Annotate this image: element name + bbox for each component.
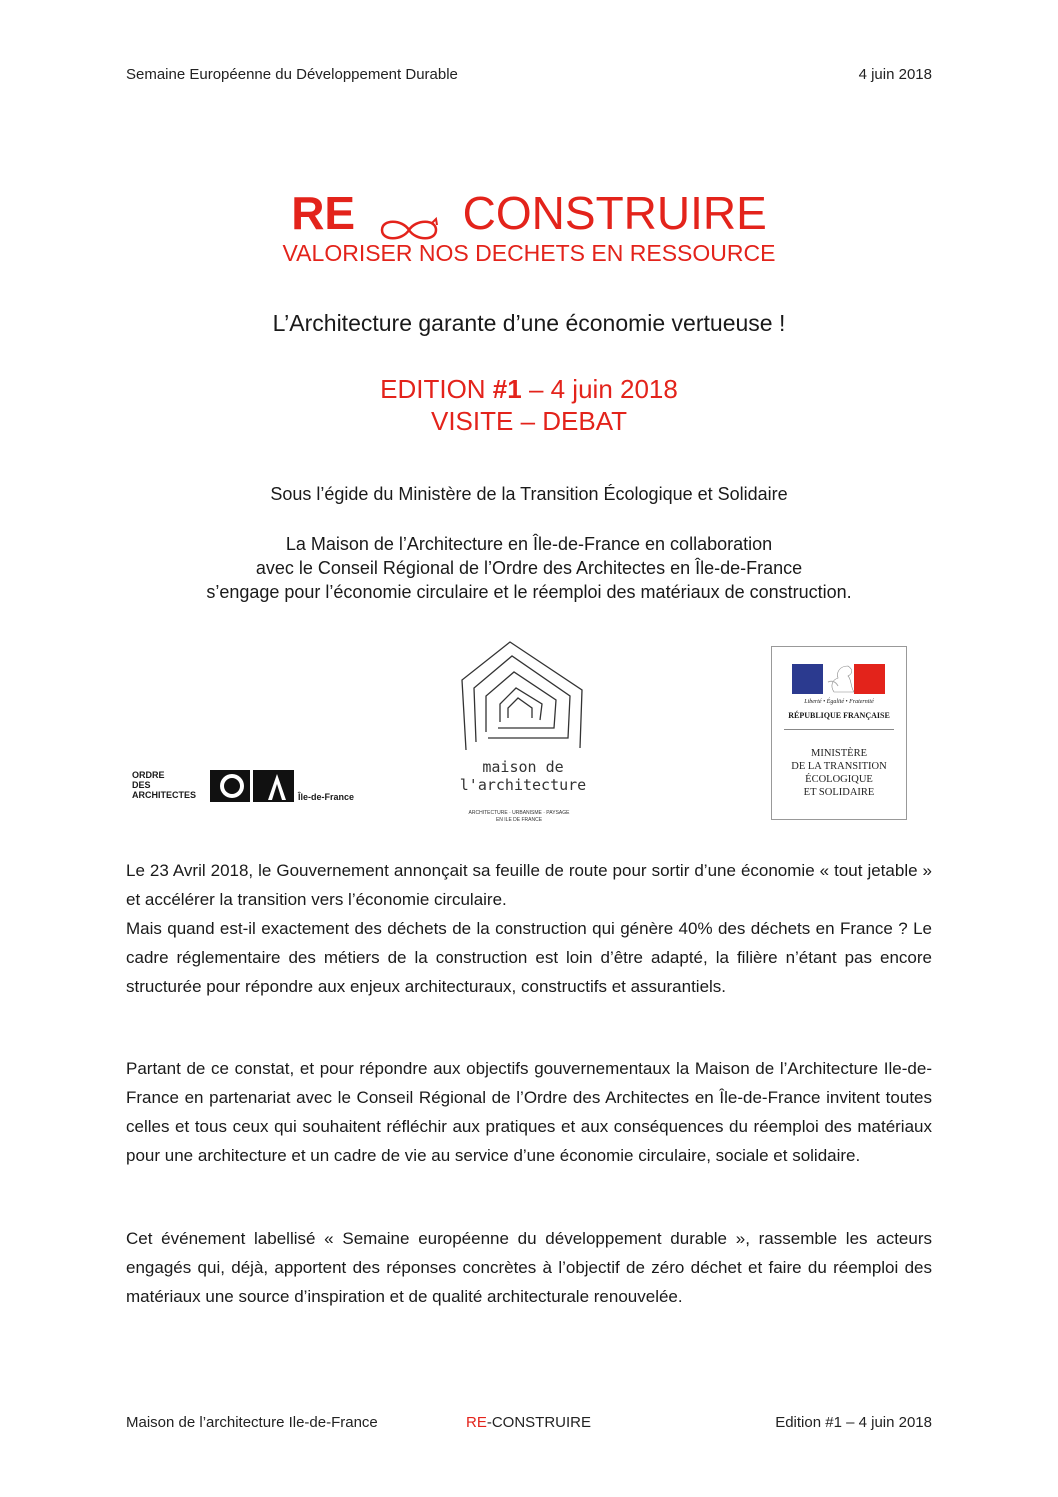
header-date: 4 juin 2018 <box>858 66 932 83</box>
house-spiral-icon <box>448 638 590 753</box>
paragraph-2: Partant de ce constat, et pour répondre aux objectifs gouvernementaux la Maison de l’Architecture Ile-de-France en partenariat avec le Conseil Régional de l’Ordre des Architectes en Île-de-France invitent toutes celles et tous ceux qui souhaitent réfléchir aux pratiques et aux conséquences du réemploi des matériaux pour une architecture et un cadre de vie au service d’une économie circulaire, sociale et solidaire. <box>126 1059 932 1165</box>
footer-middle: RE-CONSTRUIRE <box>466 1414 592 1431</box>
header-left: Semaine Européenne du Développement Durable <box>126 66 458 83</box>
oa-region: Île-de-France <box>298 792 355 802</box>
main-title <box>0 186 1058 240</box>
oa-symbol-icon <box>210 770 294 802</box>
egide-line: Sous l’égide du Ministère de la Transition Écologique et Solidaire <box>270 484 788 504</box>
paragraph-1b: Mais quand est-il exactement des déchets de la construction qui génère 40% des déchets en France ? Le cadre réglementaire des métiers de la construction est loin d’être adapté, la filière n’étant pas encore structurée pour répondre aux enjeux architecturaux, constructifs et assurantiels. <box>126 919 932 996</box>
paragraph-3: Cet événement labellisé « Semaine européenne du développement durable », rassemble les acteurs engagés qui, déjà, apportent des réponses concrètes à l’objectif de zéro déchet et faire du réemploi des matériaux une source d’inspiration et de qualité architecturale renouvelée. <box>126 1229 932 1306</box>
maison-line-1: maison de <box>482 758 564 776</box>
edition-line: EDITION #1 – 4 juin 2018 <box>380 374 678 404</box>
paragraph-1a: Le 23 Avril 2018, le Gouvernement annonçait sa feuille de route pour sortir d’une économie « tout jetable » et accélérer la transition vers l’économie circulaire. <box>126 861 932 909</box>
rf-motto: Liberté • Égalité • Fraternité <box>804 699 874 705</box>
footer-left: Maison de l’architecture Ile-de-France <box>126 1414 378 1431</box>
title-construire: CONSTRUIRE <box>462 187 767 239</box>
logo-ordre-architectes: ORDRE DES ARCHITECTES Île-de-France <box>132 770 355 802</box>
rf-republique: RÉPUBLIQUE FRANÇAISE <box>788 711 890 720</box>
visite-debat: VISITE – DEBAT <box>430 406 627 436</box>
infinity-icon <box>374 202 444 232</box>
logo-maison-architecture: maison de l'architecture ARCHITECTURE · URBANISME · PAYSAGE EN ILE DE FRANCE <box>448 638 590 828</box>
title-subtitle: VALORISER NOS DECHETS EN RESSOURCE <box>282 240 776 266</box>
title-re: RE <box>291 187 356 239</box>
intro-line-2: avec le Conseil Régional de l’Ordre des Architectes en Île-de-France <box>255 558 803 578</box>
footer-right: Edition #1 – 4 juin 2018 <box>775 1414 932 1431</box>
tagline: L’Architecture garante d’une économie vertueuse ! <box>272 310 786 336</box>
ministere-divider <box>784 729 894 730</box>
intro-line-3: s’engage pour l’économie circulaire et le réemploi des matériaux de construction. <box>206 582 852 602</box>
intro-line-1: La Maison de l’Architecture en Île-de-France en collaboration <box>285 534 773 554</box>
marianne-flag-icon <box>792 664 885 694</box>
logo-ministere: Liberté • Égalité • Fraternité RÉPUBLIQUE FRANÇAISE MINISTÈRE DE LA TRANSITION ÉCOLOGIQUE ET SOLIDAIRE <box>771 646 907 820</box>
maison-line-2: l'architecture <box>459 776 587 794</box>
